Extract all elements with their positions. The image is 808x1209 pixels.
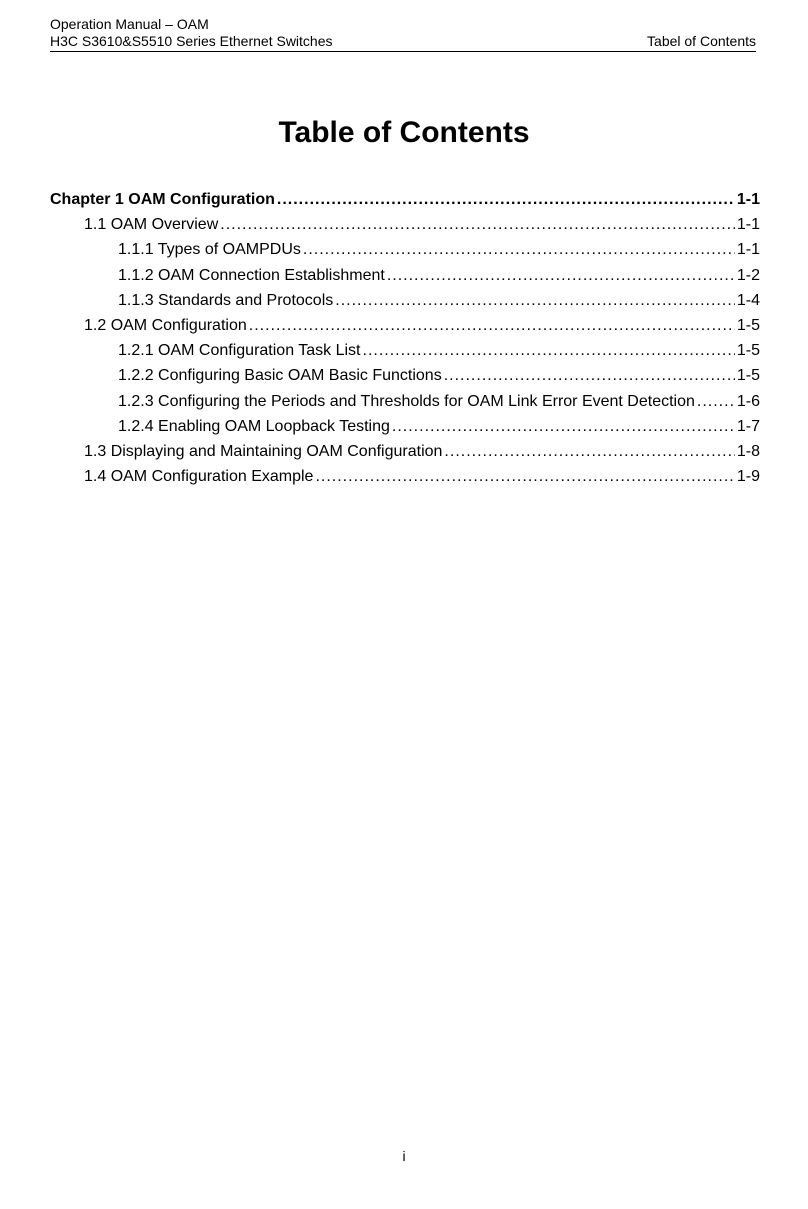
manual-title: Operation Manual – OAM — [50, 16, 209, 32]
toc-entry-label: 1.2.3 Configuring the Periods and Thresholds for OAM Link Error Event Detection — [118, 392, 695, 410]
toc-entry-label: 1.2.1 OAM Configuration Task List — [118, 342, 361, 360]
toc-dot-leader — [444, 439, 734, 464]
page-title: Table of Contents — [278, 116, 530, 149]
toc-entry[interactable] — [50, 464, 760, 489]
toc-dot-leader — [392, 414, 735, 439]
toc-entry-label: Chapter 1 OAM Configuration — [50, 191, 275, 208]
toc-entry[interactable] — [50, 363, 760, 388]
toc-dot-leader — [249, 313, 735, 338]
toc-entry-label: 1.3 Displaying and Maintaining OAM Configuration — [84, 442, 443, 460]
toc-dot-leader — [444, 363, 735, 388]
toc-dot-leader — [697, 389, 735, 414]
toc-entry-label: 1.1.3 Standards and Protocols — [118, 291, 334, 309]
toc-entry[interactable] — [50, 263, 760, 288]
page-header — [50, 14, 756, 52]
toc-dot-leader — [363, 338, 735, 363]
toc-list — [50, 187, 760, 489]
toc-entry[interactable] — [50, 187, 760, 212]
toc-entry[interactable] — [50, 288, 760, 313]
toc-entry-page: 1-1 — [736, 241, 760, 259]
toc-entry[interactable] — [50, 439, 760, 464]
toc-entry-page: 1-5 — [736, 367, 760, 385]
toc-dot-leader — [303, 237, 735, 262]
product-line: H3C S3610&S5510 Series Ethernet Switches — [50, 33, 333, 49]
toc-entry[interactable] — [50, 338, 760, 363]
toc-entry-page: 1-9 — [736, 468, 760, 486]
toc-entry-label: 1.1.2 OAM Connection Establishment — [118, 266, 385, 284]
header-section-name: Tabel of Contents — [647, 33, 756, 49]
toc-entry-page: 1-6 — [736, 392, 760, 410]
toc-entry-label: 1.2.2 Configuring Basic OAM Basic Functions — [118, 367, 442, 385]
toc-entry-label: 1.4 OAM Configuration Example — [84, 468, 314, 486]
toc-entry-page: 1-7 — [736, 417, 760, 435]
toc-entry[interactable] — [50, 237, 760, 262]
toc-entry[interactable] — [50, 414, 760, 439]
toc-entry-label: 1.2 OAM Configuration — [84, 316, 247, 334]
toc-entry-page: 1-5 — [736, 316, 760, 334]
toc-entry[interactable] — [50, 313, 760, 338]
toc-entry-page: 1-2 — [736, 266, 760, 284]
toc-dot-leader — [220, 212, 735, 237]
toc-dot-leader — [315, 464, 734, 489]
toc-dot-leader — [277, 187, 735, 212]
toc-dot-leader — [387, 263, 735, 288]
toc-dot-leader — [335, 288, 735, 313]
toc-entry-page: 1-5 — [736, 342, 760, 360]
toc-entry-page: 1-8 — [736, 442, 760, 460]
toc-entry-page: 1-4 — [736, 291, 760, 309]
toc-entry[interactable] — [50, 212, 760, 237]
toc-entry-label: 1.2.4 Enabling OAM Loopback Testing — [118, 417, 390, 435]
toc-entry-page: 1-1 — [736, 191, 760, 208]
toc-entry-label: 1.1.1 Types of OAMPDUs — [118, 241, 301, 259]
page-number: i — [402, 1148, 406, 1164]
toc-entry-label: 1.1 OAM Overview — [84, 216, 219, 234]
toc-entry-page: 1-1 — [736, 216, 760, 234]
toc-entry[interactable] — [50, 389, 760, 414]
